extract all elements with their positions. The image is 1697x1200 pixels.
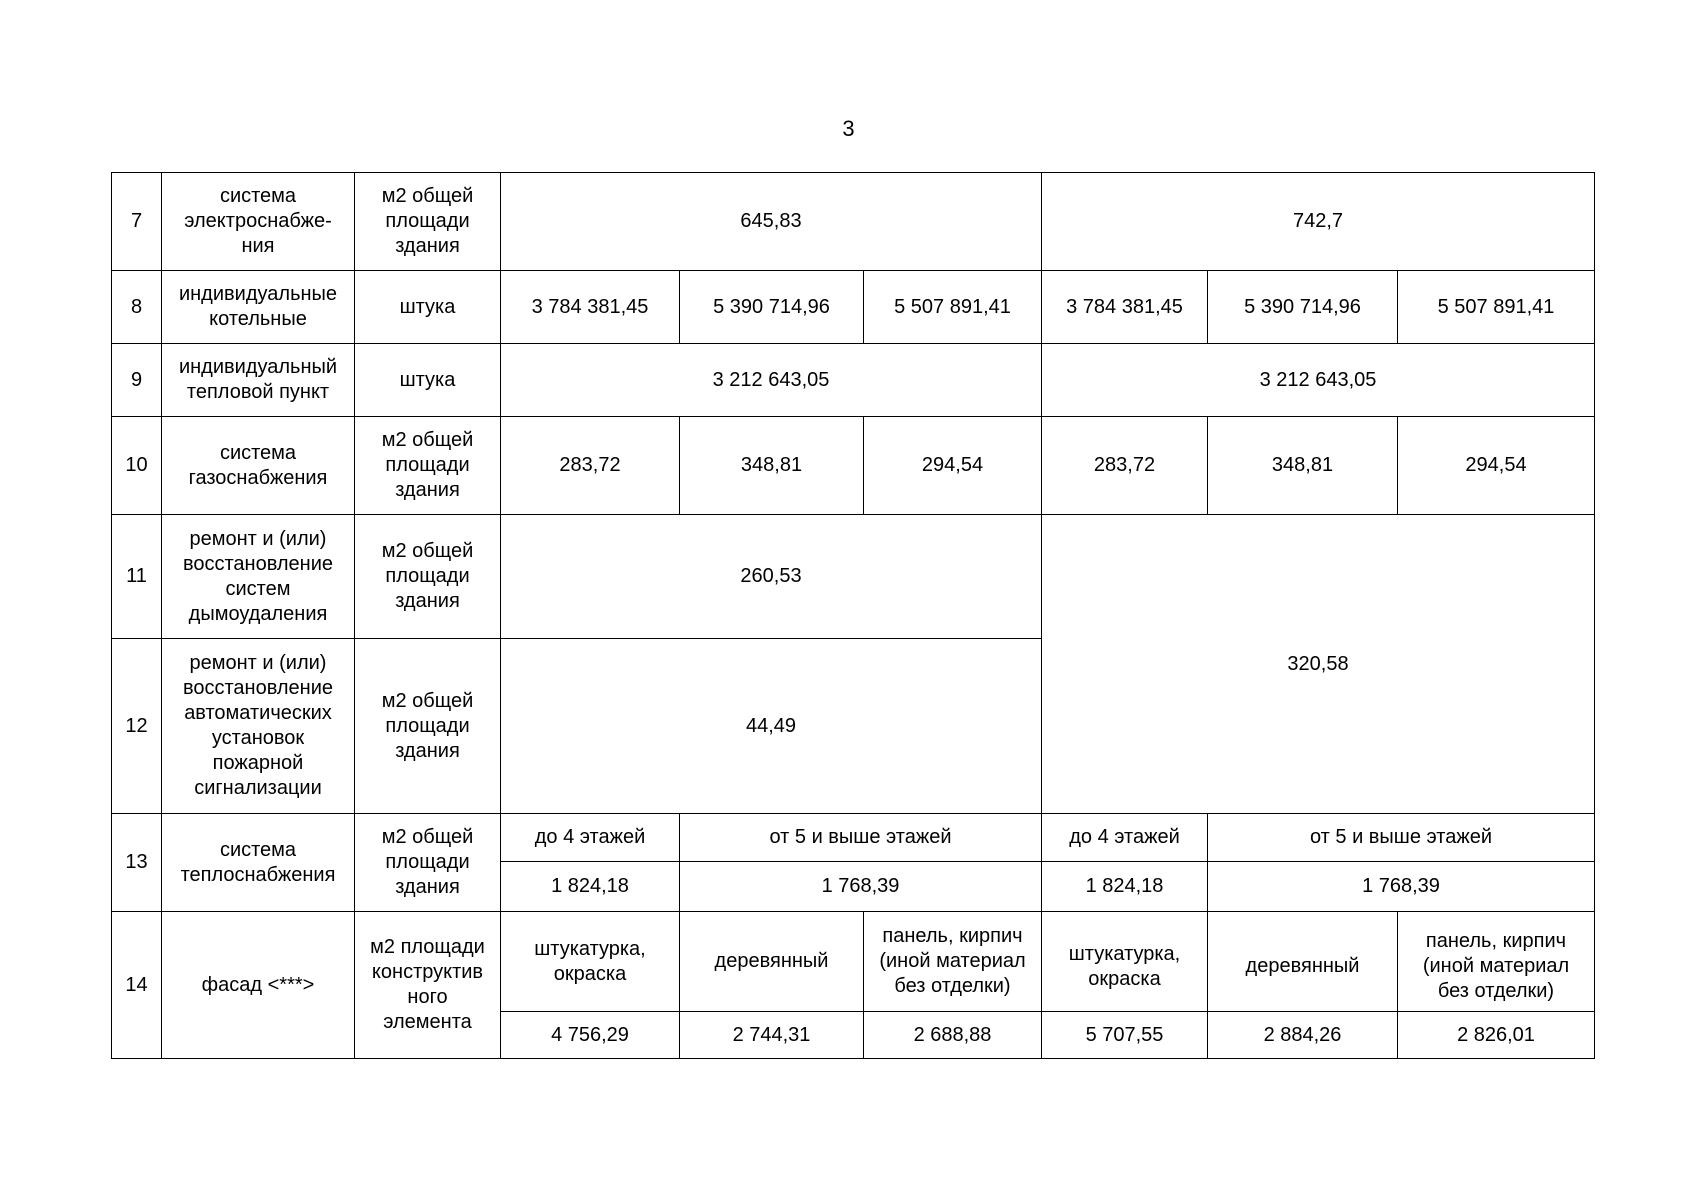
- cost-value: 348,81: [680, 417, 864, 515]
- cost-value: 283,72: [501, 417, 680, 515]
- unit: штука: [355, 344, 501, 417]
- work-type: ремонт и (или) восстановление систем дымоудаления: [162, 515, 355, 639]
- table-row-13: [112, 814, 1595, 862]
- row-number: 11: [112, 515, 162, 639]
- cost-value: 2 884,26: [1208, 1012, 1398, 1059]
- table-row-14: [112, 912, 1595, 1012]
- cost-table: [111, 172, 1595, 1059]
- unit: м2 общей площади здания: [355, 515, 501, 639]
- unit: м2 общей площади здания: [355, 417, 501, 515]
- table-row-9: [112, 344, 1595, 417]
- work-type: система теплоснабжения: [162, 814, 355, 912]
- unit: м2 площади конструктив ного элемента: [355, 912, 501, 1059]
- table-row-8: [112, 271, 1595, 344]
- unit: м2 общей площади здания: [355, 173, 501, 271]
- floor-category: до 4 этажей: [1042, 814, 1208, 862]
- work-type: фасад <***>: [162, 912, 355, 1059]
- cost-value: 2 826,01: [1398, 1012, 1595, 1059]
- table-row-7: [112, 173, 1595, 271]
- cost-value: 5 507 891,41: [1398, 271, 1595, 344]
- work-type: система газоснабжения: [162, 417, 355, 515]
- row-number: 14: [112, 912, 162, 1059]
- page-number: 3: [842, 116, 855, 141]
- cost-value: 5 707,55: [1042, 1012, 1208, 1059]
- row-number: 10: [112, 417, 162, 515]
- row-number: 12: [112, 639, 162, 814]
- cost-value: 3 784 381,45: [501, 271, 680, 344]
- material-category: деревянный: [1208, 912, 1398, 1012]
- table-row-10: [112, 417, 1595, 515]
- row-number: 13: [112, 814, 162, 912]
- cost-value-a: 645,83: [501, 173, 1042, 271]
- floor-category: от 5 и выше этажей: [680, 814, 1042, 862]
- cost-value-b: 3 212 643,05: [1042, 344, 1595, 417]
- cost-value: 348,81: [1208, 417, 1398, 515]
- material-category: панель, кирпич (иной материал без отделки): [864, 912, 1042, 1012]
- cost-value: 294,54: [1398, 417, 1595, 515]
- work-type: система электроснабже- ния: [162, 173, 355, 271]
- row-number: 9: [112, 344, 162, 417]
- cost-value: 5 390 714,96: [1208, 271, 1398, 344]
- floor-category: от 5 и выше этажей: [1208, 814, 1595, 862]
- material-category: деревянный: [680, 912, 864, 1012]
- cost-value-a: 44,49: [501, 639, 1042, 814]
- cost-value: 1 768,39: [1208, 862, 1595, 912]
- cost-value: 1 824,18: [501, 862, 680, 912]
- cost-value: 5 390 714,96: [680, 271, 864, 344]
- cost-value: 1 768,39: [680, 862, 1042, 912]
- material-category: штукатурка, окраска: [1042, 912, 1208, 1012]
- work-type: ремонт и (или) восстановление автоматических установок пожарной сигнализации: [162, 639, 355, 814]
- cost-value-b: 742,7: [1042, 173, 1595, 271]
- unit: м2 общей площади здания: [355, 639, 501, 814]
- work-type: индивидуальные котельные: [162, 271, 355, 344]
- cost-value: 2 744,31: [680, 1012, 864, 1059]
- cost-value: 5 507 891,41: [864, 271, 1042, 344]
- cost-value: 2 688,88: [864, 1012, 1042, 1059]
- table-row-11: [112, 515, 1595, 639]
- cost-value: 3 784 381,45: [1042, 271, 1208, 344]
- row-number: 7: [112, 173, 162, 271]
- cost-value: 294,54: [864, 417, 1042, 515]
- floor-category: до 4 этажей: [501, 814, 680, 862]
- cost-value-a: 260,53: [501, 515, 1042, 639]
- material-category: панель, кирпич (иной материал без отделки): [1398, 912, 1595, 1012]
- cost-value-b-merged: 320,58: [1042, 515, 1595, 814]
- work-type: индивидуальный тепловой пункт: [162, 344, 355, 417]
- cost-value-a: 3 212 643,05: [501, 344, 1042, 417]
- row-number: 8: [112, 271, 162, 344]
- cost-value: 283,72: [1042, 417, 1208, 515]
- unit: штука: [355, 271, 501, 344]
- unit: м2 общей площади здания: [355, 814, 501, 912]
- material-category: штукатурка, окраска: [501, 912, 680, 1012]
- cost-value: 4 756,29: [501, 1012, 680, 1059]
- cost-value: 1 824,18: [1042, 862, 1208, 912]
